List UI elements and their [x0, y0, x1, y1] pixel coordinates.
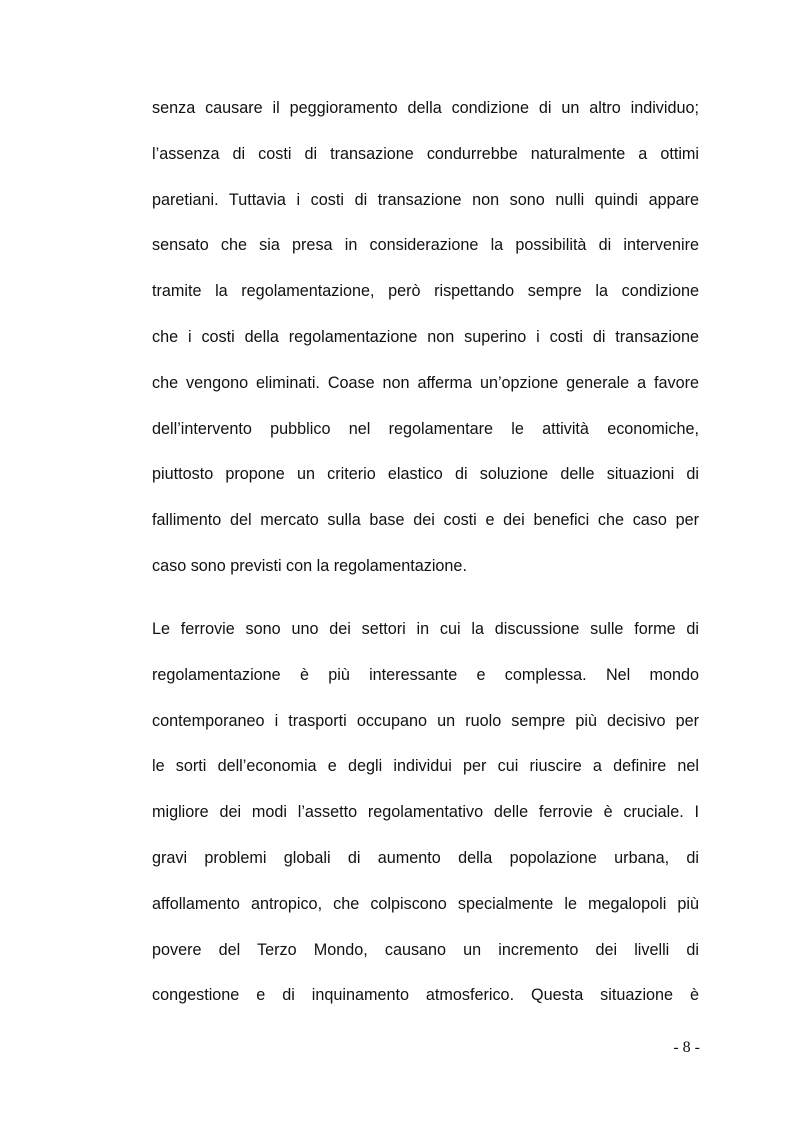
text-line: che vengono eliminati. Coase non afferma un’opzione generale a favore — [152, 373, 699, 392]
text-line: che i costi della regolamentazione non superino i costi di transazione — [152, 327, 699, 346]
text-line: l’assenza di costi di transazione condurrebbe naturalmente a ottimi — [152, 144, 699, 163]
text-line: caso sono previsti con la regolamentazione. — [152, 556, 467, 575]
body-paragraph — [152, 607, 699, 1019]
text-line: piuttosto propone un criterio elastico di soluzione delle situazioni di — [152, 465, 699, 484]
text-line: congestione e di inquinamento atmosferico. Questa situazione è — [152, 986, 699, 1005]
text-line: Le ferrovie sono uno dei settori in cui la discussione sulle forme di — [152, 620, 699, 638]
text-line: senza causare il peggioramento della condizione di un altro individuo; — [152, 99, 699, 117]
text-line: dell’intervento pubblico nel regolamentare le attività economiche, — [152, 419, 699, 438]
text-line: gravi problemi globali di aumento della popolazione urbana, di — [152, 848, 699, 867]
text-line: le sorti dell’economia e degli individui per cui riuscire a definire nel — [152, 757, 699, 776]
text-line: tramite la regolamentazione, però rispettando sempre la condizione — [152, 282, 699, 301]
text-line: regolamentazione è più interessante e complessa. Nel mondo — [152, 665, 699, 684]
text-line: migliore dei modi l’assetto regolamentativo delle ferrovie è cruciale. I — [152, 803, 699, 822]
body-paragraph — [152, 86, 699, 590]
text-line: povere del Terzo Mondo, causano un incremento dei livelli di — [152, 940, 699, 959]
page-number: - 8 - — [673, 1039, 700, 1056]
text-line: paretiani. Tuttavia i costi di transazione non sono nulli quindi appare — [152, 190, 699, 209]
text-line: sensato che sia presa in considerazione la possibilità di intervenire — [152, 236, 699, 255]
text-line: fallimento del mercato sulla base dei costi e dei benefici che caso per — [152, 511, 699, 530]
text-line: affollamento antropico, che colpiscono specialmente le megalopoli più — [152, 894, 699, 913]
text-line: contemporaneo i trasporti occupano un ruolo sempre più decisivo per — [152, 711, 699, 730]
